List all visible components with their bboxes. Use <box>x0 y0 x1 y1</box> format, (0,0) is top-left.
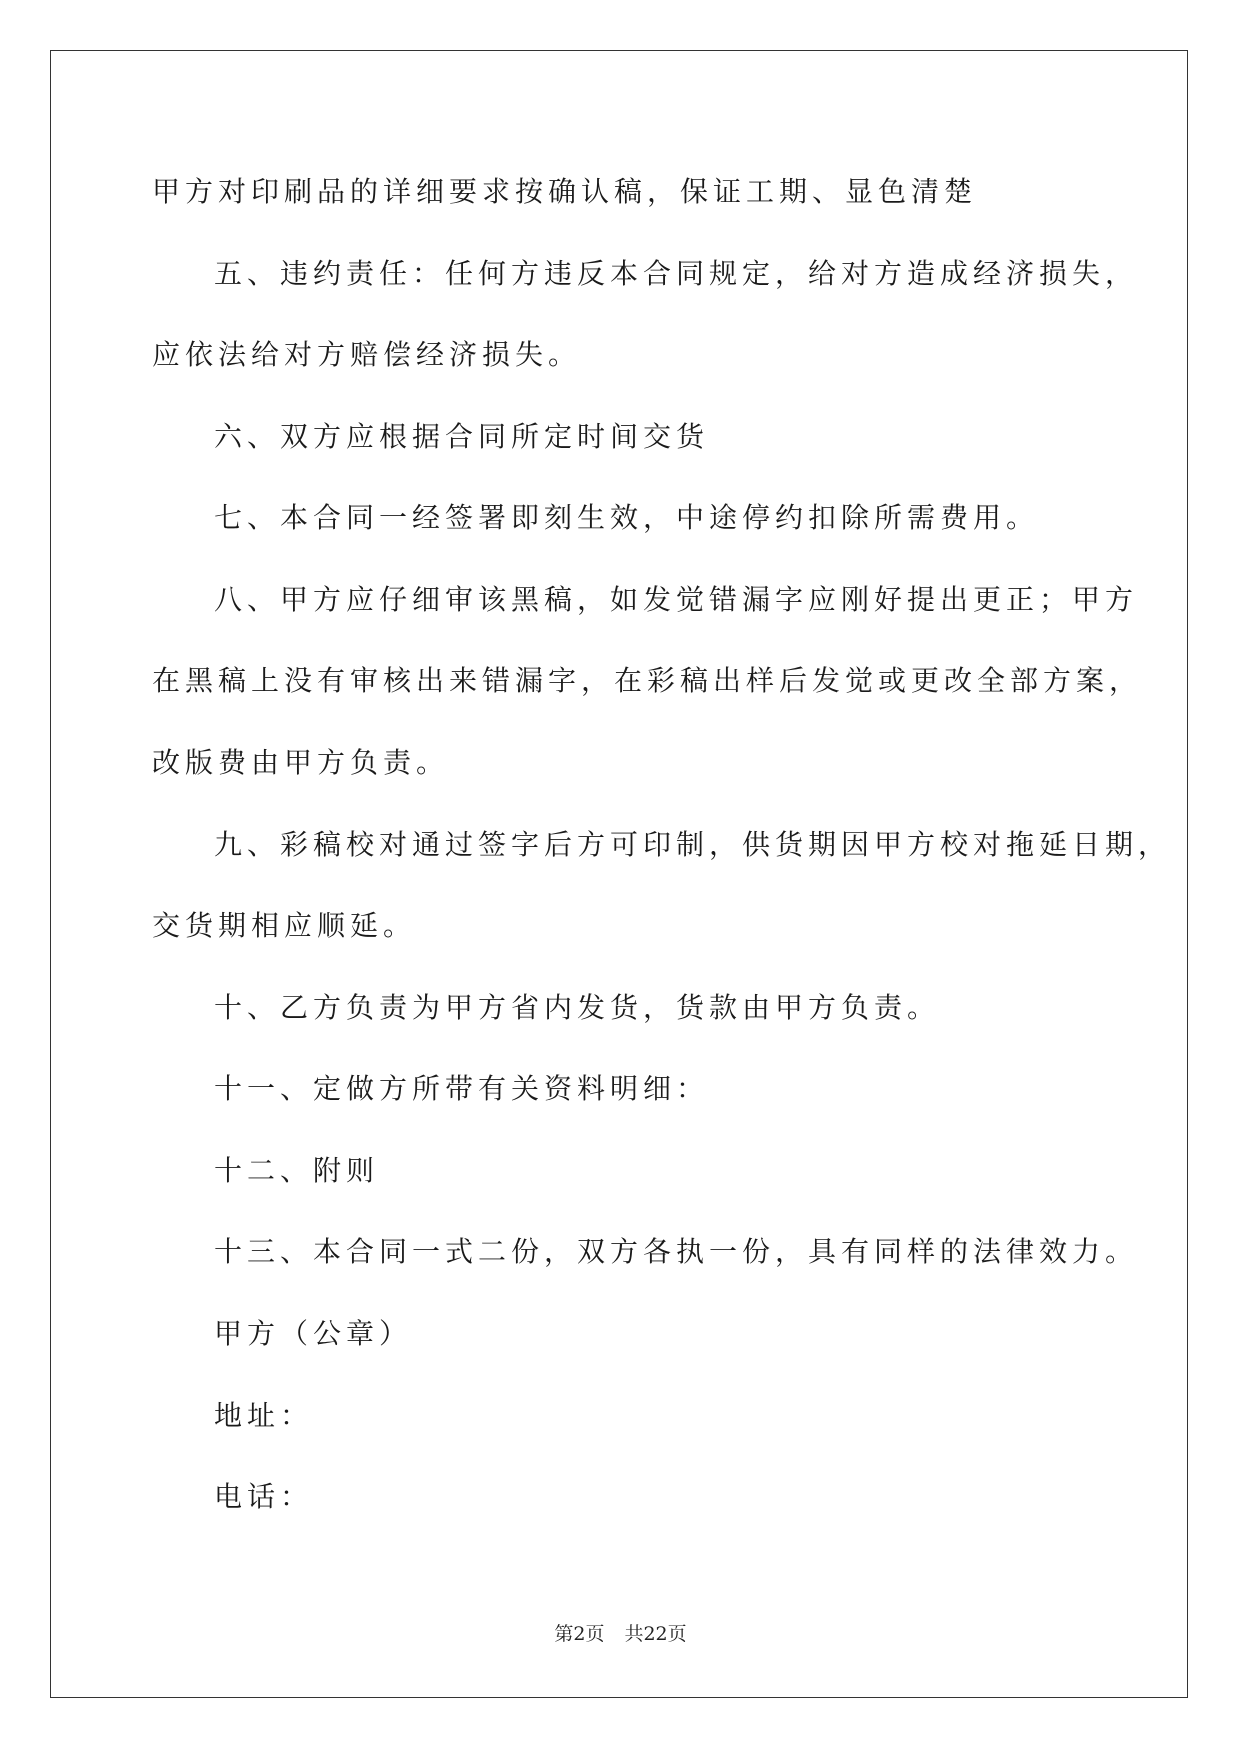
page-number: 第2页 <box>554 1623 605 1645</box>
page-total: 共22页 <box>624 1623 687 1645</box>
contract-clause-13: 十三、本合同一式二份，双方各执一份，具有同样的法律效力。 <box>214 1235 1139 1268</box>
contract-clause-9-cont: 交货期相应顺延。 <box>152 909 417 942</box>
contract-clause-11: 十一、定做方所带有关资料明细： <box>214 1072 710 1105</box>
address-label: 地址： <box>214 1399 314 1432</box>
contract-clause-6: 六、双方应根据合同所定时间交货 <box>214 420 710 453</box>
contract-clause-8-cont-1: 在黑稿上没有审核出来错漏字，在彩稿出样后发觉或更改全部方案， <box>152 664 1143 697</box>
contract-line-requirements: 甲方对印刷品的详细要求按确认稿，保证工期、显色清楚 <box>152 175 978 208</box>
contract-clause-8: 八、甲方应仔细审该黑稿，如发觉错漏字应刚好提出更正；甲方 <box>214 583 1139 616</box>
contract-clause-12: 十二、附则 <box>214 1154 380 1187</box>
contract-clause-5-cont: 应依法给对方赔偿经济损失。 <box>152 338 582 371</box>
party-a-seal-label: 甲方（公章） <box>214 1317 413 1350</box>
page-border <box>50 50 1188 1698</box>
contract-clause-9: 九、彩稿校对通过签字后方可印制，供货期因甲方校对拖延日期， <box>214 828 1172 861</box>
contract-clause-5: 五、违约责任：任何方违反本合同规定，给对方造成经济损失， <box>214 257 1139 290</box>
phone-label: 电话： <box>214 1480 314 1513</box>
contract-clause-7: 七、本合同一经签署即刻生效，中途停约扣除所需费用。 <box>214 501 1040 534</box>
contract-clause-10: 十、乙方负责为甲方省内发货，货款由甲方负责。 <box>214 991 941 1024</box>
contract-clause-8-cont-2: 改版费由甲方负责。 <box>152 746 450 779</box>
page-footer <box>0 1622 1241 1646</box>
